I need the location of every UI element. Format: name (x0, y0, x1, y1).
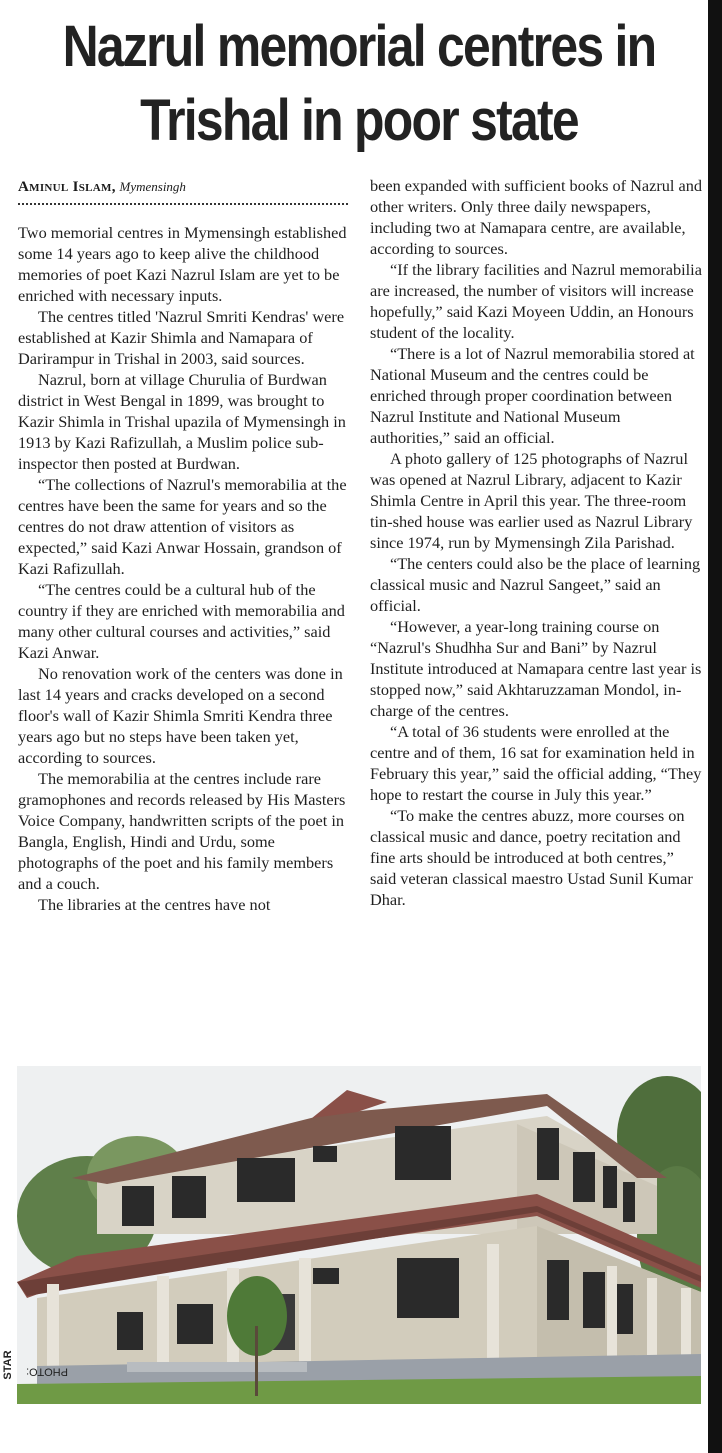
photo-credit-prefix: PHOTO: (26, 1365, 68, 1378)
photo-credit (0, 1320, 68, 1410)
paragraph: been expanded with sufficient books of Nazrul and other writers. Only three daily newspapers, including two at Namapara centre, are available, according to sources. (370, 176, 703, 258)
paragraph: Two memorial centres in Mymensingh established some 14 years ago to keep alive the childhood memories of poet Kazi Nazrul Islam are yet to be enriched with necessary inputs. (18, 223, 347, 305)
article-column-1 (18, 222, 352, 915)
paragraph: “The centers could also be the place of learning classical music and Nazrul Sangeet,” said an official. (370, 554, 701, 615)
byline-dotted-rule (18, 203, 348, 205)
paragraph: “The collections of Nazrul's memorabilia at the centres have been the same for years and so the centres do not draw attention of visitors as expected,” said Kazi Anwar Hossain, grandson of Kazi Rafizullah. (18, 475, 347, 578)
paragraph: “However, a year-long training course on “Nazrul's Shudhha Sur and Bani” by Nazrul Institute introduced at Namapara centre last year is stopped now,” said Akhtaruzzaman Mondol, in-charge of the centres. (370, 617, 702, 720)
byline-location: Mymensingh (119, 179, 186, 194)
article-byline (18, 177, 350, 197)
paragraph: The libraries at the centres have not (38, 895, 271, 914)
paragraph: “A total of 36 students were enrolled at the centre and of them, 16 sat for examination held in February this year,” said the official adding, “They hope to restart the course in July this year.” (370, 722, 702, 804)
paragraph: A photo gallery of 125 photographs of Nazrul was opened at Nazrul Library, adjacent to Kazir Shimla Centre in April this year. The three-room tin-shed house was earlier used as Nazrul Library since 1974, run by Mymensingh Zila Parishad. (370, 449, 693, 552)
photo-credit-source: STAR (2, 1350, 14, 1380)
paragraph: “If the library facilities and Nazrul memorabilia are increased, the number of visitors will increase hopefully,” said Kazi Moyeen Uddin, an Honours student of the locality. (370, 260, 702, 342)
article-photo (17, 1066, 701, 1404)
byline-author: Aminul Islam, (18, 179, 116, 195)
paragraph: No renovation work of the centers was done in last 14 years and cracks developed on a second floor's wall of Kazir Shimla Smriti Kendra three years ago but no steps have been taken yet, according to sources. (18, 664, 343, 767)
paragraph: “To make the centres abuzz, more courses on classical music and dance, poetry recitation and fine arts should be introduced at both centres,” said veteran classical maestro Ustad Sunil Kumar Dhar. (370, 806, 693, 909)
paragraph: Nazrul, born at village Churulia of Burdwan district in West Bengal in 1899, was brought to Kazir Shimla in Trishal upazila of Mymensingh in 1913 by Kazi Rafizullah, a Muslim police sub-inspector then posted at Burdwan. (18, 370, 346, 473)
paragraph: The centres titled 'Nazrul Smriti Kendras' were established at Kazir Shimla and Namapara of Darirampur in Trishal in 2003, said sources. (18, 307, 345, 368)
article-headline: Nazrul memorial centres in Trishal in poor state (62, 14, 656, 153)
article-column-2 (370, 175, 704, 910)
page-edge-border (708, 0, 722, 1453)
paragraph: The memorabilia at the centres include rare gramophones and records released by His Masters Voice Company, handwritten scripts of the poet in Bangla, English, Hindi and Urdu, some photographs of the poet and his family members and a couch. (18, 769, 346, 893)
paragraph: “There is a lot of Nazrul memorabilia stored at National Museum and the centres could be enriched through proper coordination between Nazrul Institute and National Museum authorities,” said an official. (370, 344, 695, 447)
memorial-building-illustration (17, 1066, 701, 1404)
paragraph: “The centres could be a cultural hub of the country if they are enriched with memorabilia and many other cultural courses and activities,” said Kazi Anwar. (18, 580, 345, 662)
